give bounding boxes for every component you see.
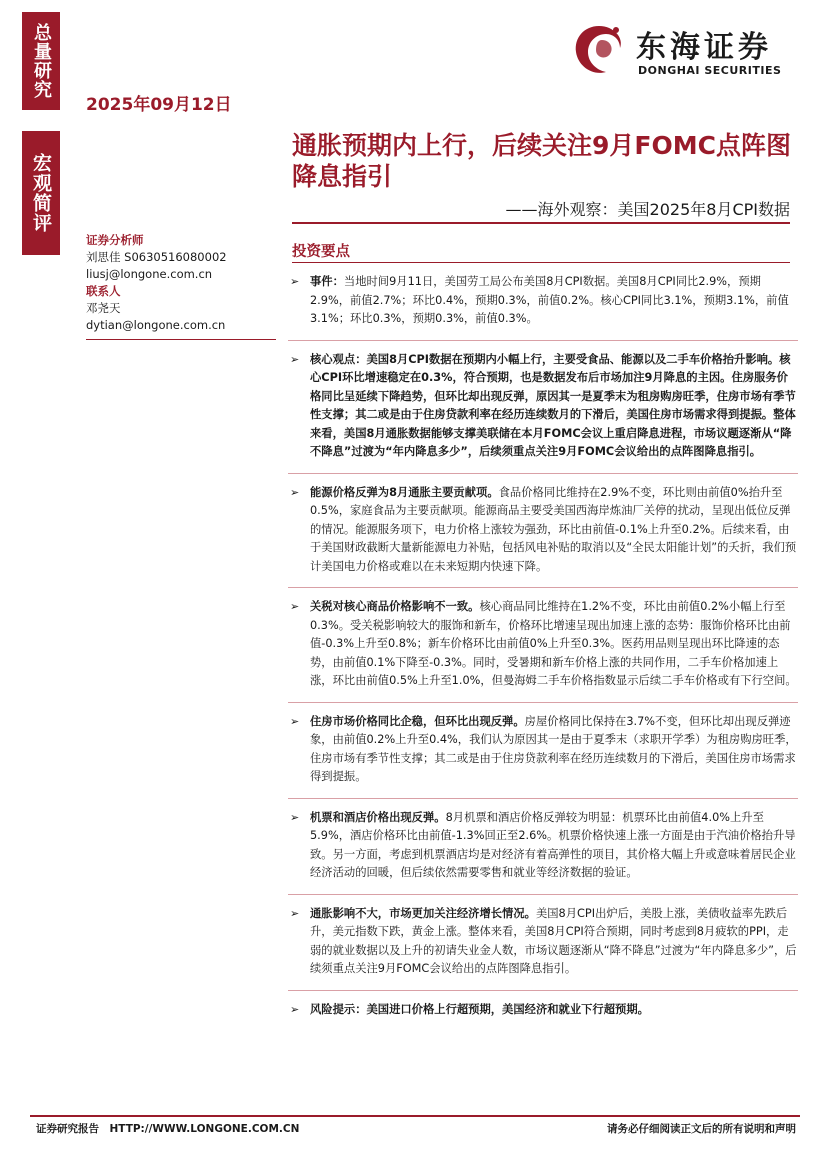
key-point-heading: 风险提示：美国进口价格上行超预期，美国经济和就业下行超预期。	[310, 1002, 649, 1016]
key-point-text: 食品价格同比维持在2.9%不变，环比则由前值0%抬升至0.5%，家庭食品为主要贡献项。能源商品主要受美国西海岸炼油厂关停的扰动，呈现出低位反弹的情况。能源服务项下，电力价格上涨较为强劲，环比由前值-0.1%上升至0.2%。后续来看，由于美国财政截断大量新能源电力补贴，包括风电补贴的取消以及“全民太阳能计划”的夭折，我们预计美国电力价格或难以在未来短期内快速下降。	[310, 485, 797, 573]
key-point	[288, 713, 798, 787]
key-points-list	[288, 273, 798, 1030]
key-point	[288, 273, 798, 329]
section-title: 投资要点	[292, 244, 350, 260]
bullet-arrow-icon: ➢	[290, 1002, 300, 1016]
bullet-arrow-icon: ➢	[290, 600, 300, 613]
key-point-heading: 事件：	[310, 275, 344, 288]
bullet-arrow-icon: ➢	[290, 352, 300, 366]
company-logo	[566, 18, 806, 84]
key-point-heading: 能源价格反弹为8月通胀主要贡献项。	[310, 485, 499, 499]
logo-emblem-icon	[566, 18, 632, 84]
section-divider	[292, 262, 790, 263]
footer-left[interactable]: 证券研究报告 HTTP://WWW.LONGONE.COM.CN	[36, 1123, 300, 1135]
key-point-heading: 核心观点：美国8月CPI数据在预期内小幅上行，主要受食品、能源以及二手车价格抬升影响。核心CPI环比增速稳定在0.3%，符合预期，也是数据发布后市场加注9月降息的主因。住房服务价格同比呈延续下降趋势，但环比却出现反弹，原因其一是夏季末为租房购房旺季，住房市场有季节性支撑；其二或是由于住房贷款利率在经历连续数月的下滑后，美国住房市场需求得到提振。整体来看，美国8月通胀数据能够支撑美联储在本月FOMC会议上重启降息进程，市场议题逐渐从“降不降息”过渡为“年内降息多少”，后续须重点关注9月FOMC会议给出的点阵图降息指引。	[310, 352, 796, 458]
bullet-arrow-icon: ➢	[290, 275, 300, 288]
key-point	[288, 484, 798, 577]
contact-label: 联系人	[86, 284, 121, 298]
divider	[288, 990, 798, 991]
contact-email[interactable]: dytian@longone.com.cn	[86, 318, 226, 332]
divider	[288, 473, 798, 474]
divider	[288, 587, 798, 588]
footer-disclaimer: 请务必仔细阅读正文后的所有说明和声明	[607, 1123, 796, 1135]
key-point	[288, 809, 798, 883]
divider	[288, 894, 798, 895]
key-point-text: 8月机票和酒店价格反弹较为明显：机票环比由前值4.0%上升至5.9%，酒店价格环比由前值-1.3%回正至2.6%。机票价格快速上涨一方面是由于汽油价格抬升导致。另一方面，考虑到机票酒店均是对经济有着高弹性的项目，其价格大幅上升或意味着居民企业经济活动的回暖，但后续依然需要零售和就业等经济数据的验证。	[310, 810, 796, 879]
bullet-arrow-icon: ➢	[290, 906, 300, 920]
logo-english: DONGHAI SECURITIES	[638, 64, 782, 77]
key-point	[288, 905, 798, 979]
key-point-heading: 住房市场价格同比企稳，但环比出现反弹。	[310, 714, 525, 728]
report-title: 通胀预期内上行，后续关注9月FOMC点阵图降息指引	[292, 131, 791, 191]
divider	[288, 702, 798, 703]
title-divider	[292, 222, 790, 224]
key-point-text: 当地时间9月11日，美国劳工局公布美国8月CPI数据。美国8月CPI同比2.9%，预期2.9%，前值2.7%；环比0.4%，预期0.3%，前值0.2%。核心CPI同比3.1%，预期3.1%，前值3.1%；环比0.3%，预期0.3%，前值0.3%。	[310, 275, 789, 325]
report-subtitle: ——海外观察：美国2025年8月CPI数据	[505, 200, 790, 219]
analyst-info	[86, 232, 276, 340]
divider	[288, 340, 798, 341]
key-point	[288, 351, 798, 462]
contact-name: 邓尧天	[86, 301, 121, 315]
key-point-heading: 关税对核心商品价格影响不一致。	[310, 600, 480, 613]
category-tab: 总量研究	[22, 12, 60, 110]
analyst-label: 证券分析师	[86, 233, 144, 247]
key-point	[288, 1001, 798, 1020]
analyst-email[interactable]: liusj@longone.com.cn	[86, 267, 213, 281]
footer-divider	[30, 1115, 800, 1117]
key-point-text: 核心商品同比维持在1.2%不变，环比由前值0.2%小幅上行至0.3%。受关税影响较大的服饰和新车，价格环比增速呈现出加速上涨的态势：服饰价格环比由前值-0.3%上升至0.8%；新车价格环比由前值0%上升至0.3%。医药用品则呈现出环比降速的态势，由前值0.1%下降至-0.3%。同时，受暑期和新车价格上涨的共同作用，二手车价格加速上涨，环比由前值0.5%上升至1.0%，但曼海姆二手车价格指数显示后续二手车价格或有下行空间。	[310, 600, 797, 687]
analyst-name: 刘思佳 S0630516080002	[86, 250, 227, 264]
key-point	[288, 598, 798, 691]
bullet-arrow-icon: ➢	[290, 485, 300, 499]
sidebar-divider	[86, 339, 276, 340]
logo-chinese: 东海证券	[636, 30, 772, 65]
divider	[288, 798, 798, 799]
key-point-heading: 通胀影响不大，市场更加关注经济增长情况。	[310, 906, 536, 920]
key-point-text: 美国8月CPI出炉后，美股上涨，美债收益率先跌后升，美元指数下跌，黄金上涨。整体来看，美国8月CPI符合预期，同时考虑到8月疲软的PPI，走弱的就业数据以及上升的初请失业金人数，市场议题逐渐从“降不降息”过渡为“年内降息多少”，后续须重点关注9月FOMC会议给出的点阵图降息指引。	[310, 906, 797, 975]
key-point-heading: 机票和酒店价格出现反弹。	[310, 810, 446, 824]
bullet-arrow-icon: ➢	[290, 714, 300, 728]
report-date: 2025年09月12日	[86, 95, 232, 115]
bullet-arrow-icon: ➢	[290, 810, 300, 824]
key-point-text: 房屋价格同比保持在3.7%不变，但环比却出现反弹迹象，由前值0.2%上升至0.4%，我们认为原因其一是由于夏季末（求职开学季）为租房购房旺季，住房市场有季节性支撑；其二或是由于住房贷款利率在经历连续数月的下滑后，美国住房市场需求得到提振。	[310, 714, 797, 783]
report-type-tab: 宏观简评	[22, 131, 60, 255]
